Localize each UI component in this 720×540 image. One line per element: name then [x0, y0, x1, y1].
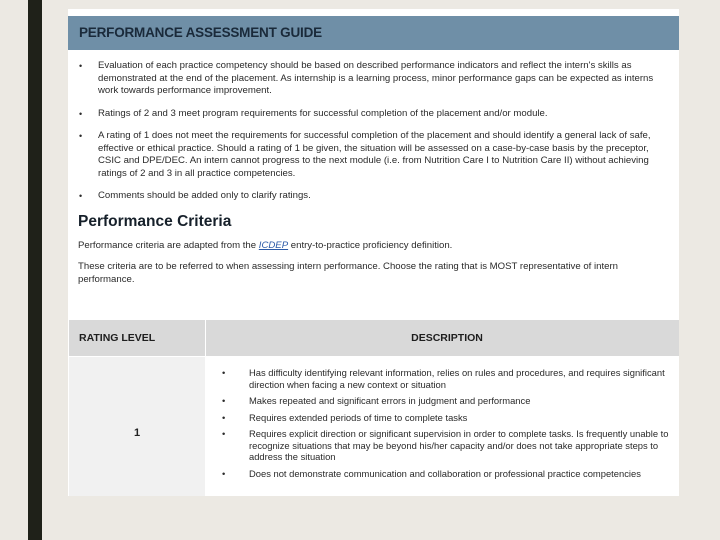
left-accent-bar: [28, 0, 42, 540]
criteria-intro-text: Performance criteria are adapted from the: [78, 239, 259, 251]
description-item: • Does not demonstrate communication and collaboration or professional practice competencies: [222, 468, 679, 480]
guide-bullet: • Ratings of 2 and 3 meet program requirements for successful completion of the placement and/or module.: [68, 108, 679, 121]
criteria-instruction: These criteria are to be referred to when assessing intern performance. Choose the rating that is MOST representative of intern performance.: [78, 261, 619, 285]
description-header: DESCRIPTION: [206, 320, 680, 357]
description-item: • Requires explicit direction or significant supervision in order to complete tasks. Is frequently unable to recognize situations that may be beyond his/her capacity and/or does not take appropriate steps to address the situation: [222, 428, 679, 463]
description-item: • Requires extended periods of time to complete tasks: [222, 412, 679, 424]
rating-level-header: RATING LEVEL: [69, 320, 206, 357]
rating-table-header: [69, 320, 680, 357]
criteria-heading: Performance Criteria: [78, 212, 232, 230]
document-page: [68, 9, 679, 496]
description-item: • Has difficulty identifying relevant information, relies on rules and procedures, and requires significant direction when facing a new context or situation: [222, 367, 679, 390]
description-item: • Makes repeated and significant errors in judgment and performance: [222, 395, 679, 407]
guide-bullet: • A rating of 1 does not meet the requirements for successful completion of the placement and should identify a general lack of safe, effective or ethical practice. Should a rating of 1 be given, the situation will be assessed on a case-by-case basis by the preceptor, CSIC and DPE/DEC. An intern cannot progress to the next module (i.e. from Nutrition Care I to Nutrition Care II) without achieving ratings of 2 and 3 in all practice competencies.: [68, 130, 679, 180]
guide-bullet: • Evaluation of each practice competency should be based on described performance indicators and reflect the intern's skills as demonstrated at the end of the placement. As internship is a learning process, minor performance gaps can be expected as interns work towards performance improvement.: [68, 60, 679, 98]
description-list: [222, 367, 679, 479]
guide-bullet: • Comments should be added only to clarify ratings.: [68, 190, 679, 203]
rating-level-value: 1: [69, 357, 206, 497]
criteria-intro-text-end: entry-to-practice proficiency definition.: [288, 239, 453, 251]
icdep-link[interactable]: ICDEP: [258, 239, 289, 251]
guide-title: PERFORMANCE ASSESSMENT GUIDE: [68, 16, 679, 50]
rating-table: [68, 319, 679, 496]
rating-description: [206, 357, 680, 497]
criteria-intro: [68, 240, 679, 253]
table-row: [69, 357, 680, 497]
guide-bullet-list: [68, 60, 679, 203]
